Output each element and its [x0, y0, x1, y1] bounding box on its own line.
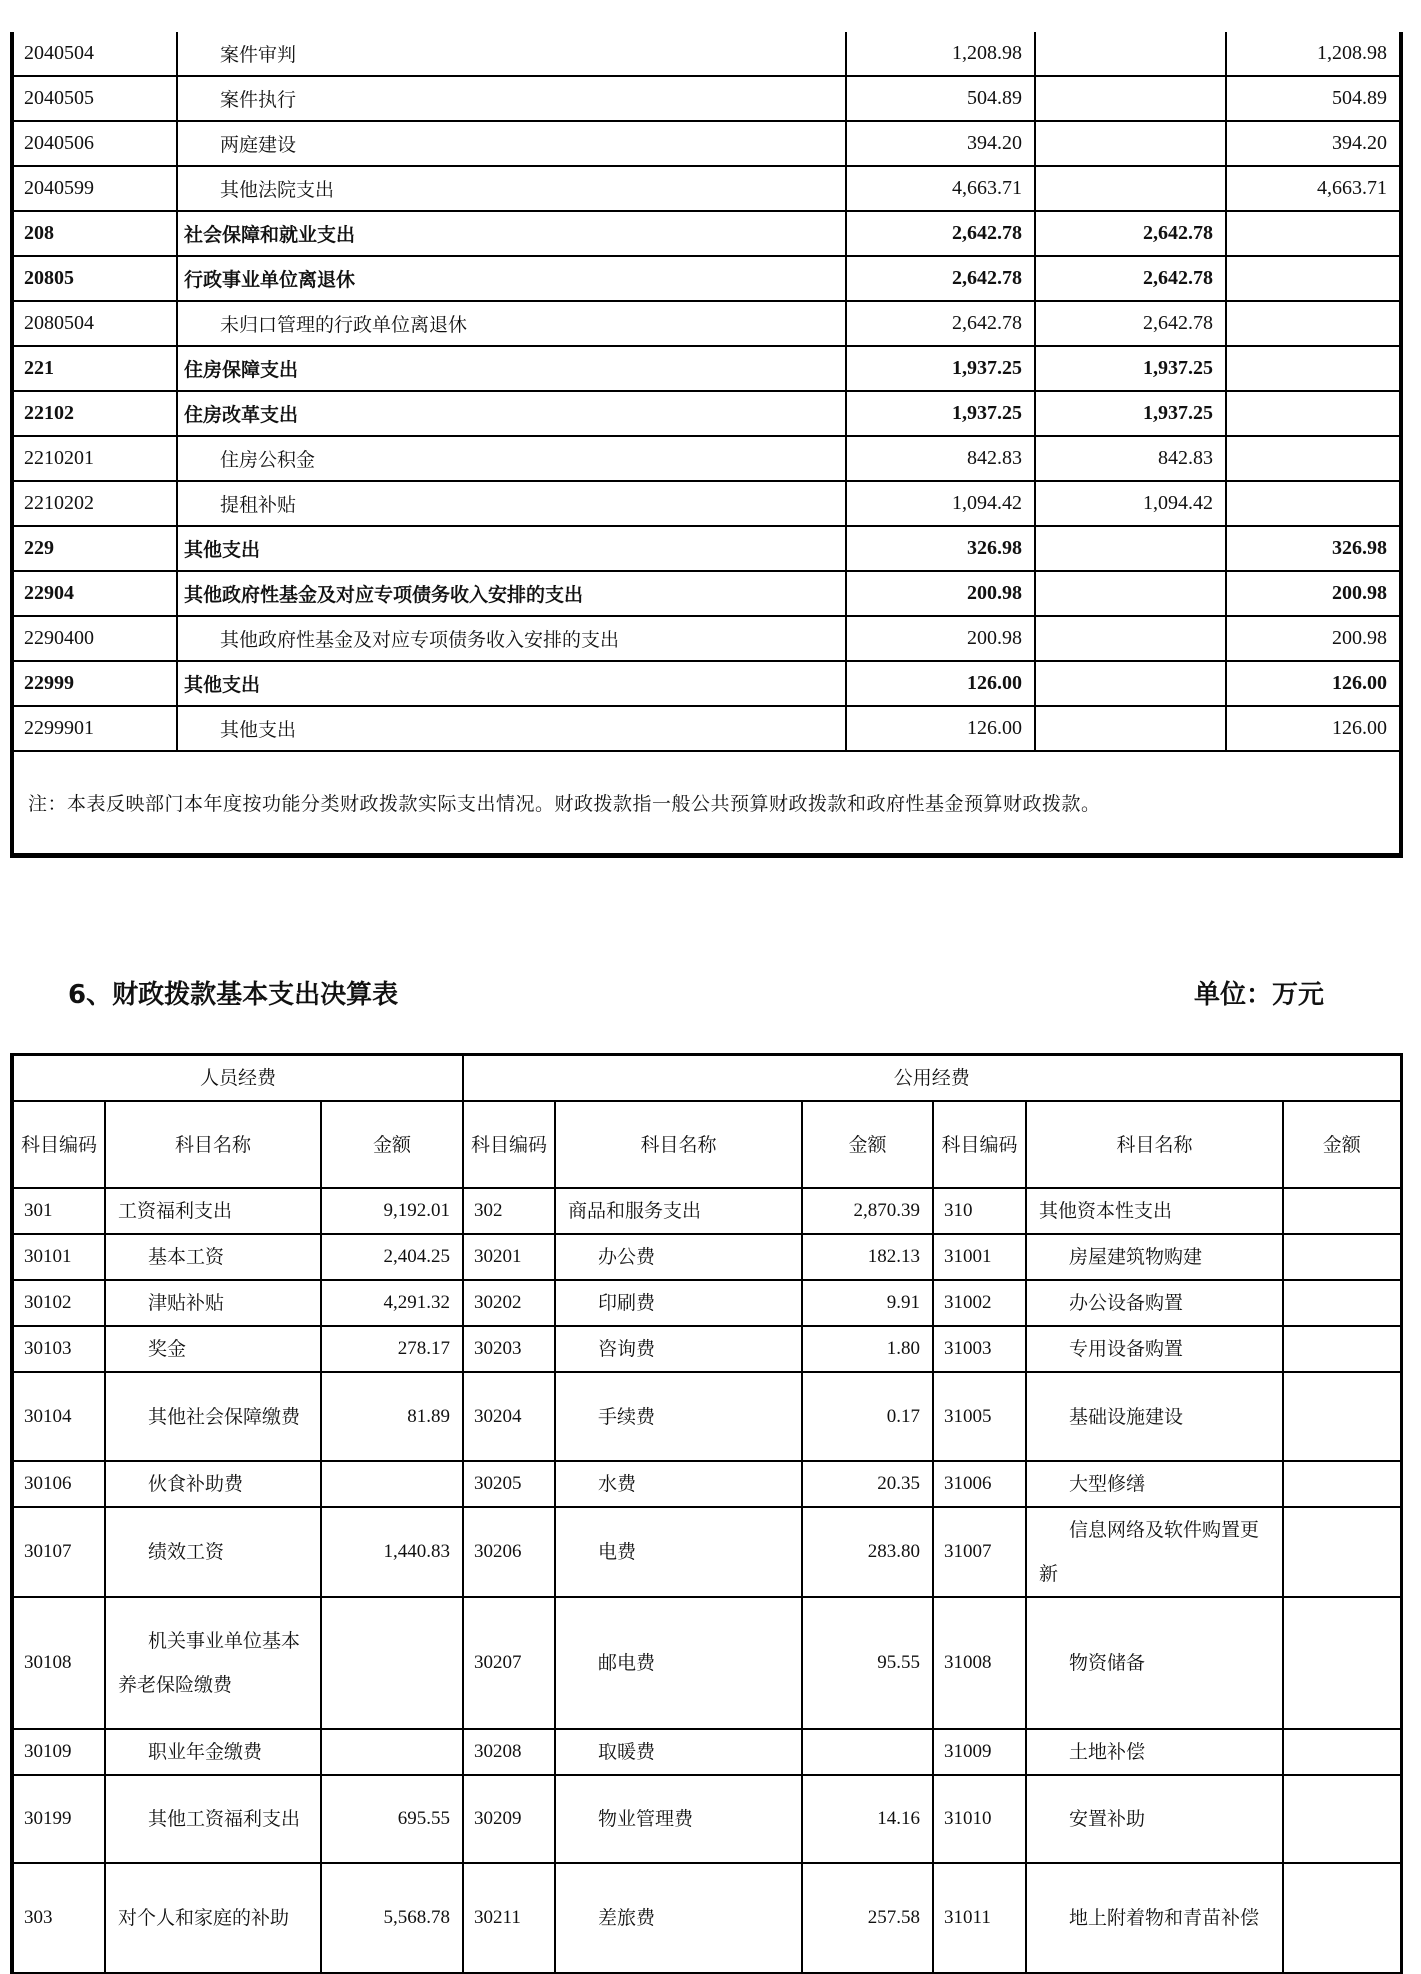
personnel-amount: 5,568.78 — [321, 1863, 463, 1973]
capital-amount — [1283, 1280, 1401, 1326]
personnel-name: 职业年金缴费 — [105, 1729, 321, 1775]
capital-name: 房屋建筑物购建 — [1026, 1234, 1283, 1280]
header-amount: 金额 — [802, 1101, 933, 1188]
goods-amount: 14.16 — [802, 1775, 933, 1863]
table-row — [12, 1188, 1401, 1234]
row-name: 提租补贴 — [177, 481, 846, 526]
capital-amount — [1283, 1188, 1401, 1234]
goods-name: 手续费 — [555, 1372, 802, 1461]
row-name: 两庭建设 — [177, 121, 846, 166]
goods-amount: 95.55 — [802, 1597, 933, 1729]
capital-amount — [1283, 1326, 1401, 1372]
row-basic: 2,642.78 — [1035, 211, 1226, 256]
goods-code: 30204 — [463, 1372, 555, 1461]
goods-code: 30206 — [463, 1507, 555, 1597]
row-code: 2210201 — [12, 436, 177, 481]
personnel-code: 30106 — [12, 1461, 105, 1507]
row-basic — [1035, 571, 1226, 616]
capital-amount — [1283, 1775, 1401, 1863]
table-row — [12, 661, 1401, 706]
row-total: 842.83 — [846, 436, 1035, 481]
personnel-amount: 4,291.32 — [321, 1280, 463, 1326]
row-total: 2,642.78 — [846, 301, 1035, 346]
row-project — [1226, 346, 1401, 391]
personnel-code: 30109 — [12, 1729, 105, 1775]
row-name: 行政事业单位离退休 — [177, 256, 846, 301]
row-name: 住房保障支出 — [177, 346, 846, 391]
table-row — [12, 211, 1401, 256]
table-row — [12, 391, 1401, 436]
row-code: 22102 — [12, 391, 177, 436]
table-row — [12, 1234, 1401, 1280]
goods-amount: 1.80 — [802, 1326, 933, 1372]
personnel-amount: 81.89 — [321, 1372, 463, 1461]
capital-amount — [1283, 1863, 1401, 1973]
row-project: 4,663.71 — [1226, 166, 1401, 211]
goods-code: 30207 — [463, 1597, 555, 1729]
personnel-amount — [321, 1461, 463, 1507]
capital-amount — [1283, 1461, 1401, 1507]
personnel-name: 基本工资 — [105, 1234, 321, 1280]
row-name: 其他法院支出 — [177, 166, 846, 211]
table-row — [12, 1372, 1401, 1461]
row-project — [1226, 481, 1401, 526]
row-total: 1,937.25 — [846, 346, 1035, 391]
goods-name: 办公费 — [555, 1234, 802, 1280]
personnel-amount: 278.17 — [321, 1326, 463, 1372]
goods-amount: 182.13 — [802, 1234, 933, 1280]
row-total: 504.89 — [846, 76, 1035, 121]
capital-amount — [1283, 1729, 1401, 1775]
capital-code: 31002 — [933, 1280, 1026, 1326]
row-project: 394.20 — [1226, 121, 1401, 166]
goods-code: 30201 — [463, 1234, 555, 1280]
goods-code: 30205 — [463, 1461, 555, 1507]
personnel-amount: 2,404.25 — [321, 1234, 463, 1280]
group-header-row — [12, 1055, 1401, 1102]
personnel-name: 绩效工资 — [105, 1507, 321, 1597]
row-basic — [1035, 121, 1226, 166]
goods-amount: 9.91 — [802, 1280, 933, 1326]
functional-expenditure-table — [10, 32, 1403, 858]
row-project: 326.98 — [1226, 526, 1401, 571]
row-code: 2040505 — [12, 76, 177, 121]
personnel-amount: 9,192.01 — [321, 1188, 463, 1234]
capital-name: 地上附着物和青苗补偿 — [1026, 1863, 1283, 1973]
capital-code: 310 — [933, 1188, 1026, 1234]
personnel-name: 其他工资福利支出 — [105, 1775, 321, 1863]
row-basic — [1035, 76, 1226, 121]
goods-name: 物业管理费 — [555, 1775, 802, 1863]
row-total: 200.98 — [846, 571, 1035, 616]
row-basic: 1,094.42 — [1035, 481, 1226, 526]
table-row — [12, 32, 1401, 76]
row-name: 社会保障和就业支出 — [177, 211, 846, 256]
row-total: 4,663.71 — [846, 166, 1035, 211]
row-total: 2,642.78 — [846, 211, 1035, 256]
row-name: 案件执行 — [177, 76, 846, 121]
capital-code: 31010 — [933, 1775, 1026, 1863]
row-project — [1226, 301, 1401, 346]
table-row — [12, 616, 1401, 661]
row-code: 2040504 — [12, 32, 177, 76]
row-project: 126.00 — [1226, 706, 1401, 751]
personnel-amount — [321, 1597, 463, 1729]
goods-amount: 2,870.39 — [802, 1188, 933, 1234]
unit-label: 单位：万元 — [1194, 980, 1325, 1010]
goods-amount: 20.35 — [802, 1461, 933, 1507]
row-basic — [1035, 706, 1226, 751]
capital-code: 31009 — [933, 1729, 1026, 1775]
table-row — [12, 1597, 1401, 1729]
row-name: 案件审判 — [177, 32, 846, 76]
table-note: 注：本表反映部门本年度按功能分类财政拨款实际支出情况。财政拨款指一般公共预算财政拨款和政府性基金预算财政拨款。 — [12, 751, 1401, 856]
table-row — [12, 1863, 1401, 1973]
row-code: 2299901 — [12, 706, 177, 751]
group-personnel: 人员经费 — [12, 1055, 463, 1102]
table-row — [12, 256, 1401, 301]
capital-name: 大型修缮 — [1026, 1461, 1283, 1507]
table-row — [12, 1729, 1401, 1775]
row-basic — [1035, 166, 1226, 211]
row-code: 208 — [12, 211, 177, 256]
table-row — [12, 1280, 1401, 1326]
row-total: 126.00 — [846, 661, 1035, 706]
goods-amount — [802, 1729, 933, 1775]
row-code: 229 — [12, 526, 177, 571]
row-code: 2080504 — [12, 301, 177, 346]
personnel-name: 工资福利支出 — [105, 1188, 321, 1234]
table-row — [12, 571, 1401, 616]
row-name: 住房改革支出 — [177, 391, 846, 436]
row-code: 22999 — [12, 661, 177, 706]
capital-amount — [1283, 1234, 1401, 1280]
header-name: 科目名称 — [1026, 1101, 1283, 1188]
capital-code: 31011 — [933, 1863, 1026, 1973]
row-code: 2210202 — [12, 481, 177, 526]
row-basic: 1,937.25 — [1035, 346, 1226, 391]
row-project: 200.98 — [1226, 616, 1401, 661]
capital-code: 31003 — [933, 1326, 1026, 1372]
column-header-row — [12, 1101, 1401, 1188]
capital-amount — [1283, 1507, 1401, 1597]
table-row — [12, 1326, 1401, 1372]
row-project — [1226, 256, 1401, 301]
table-row — [12, 121, 1401, 166]
capital-name: 信息网络及软件购置更新 — [1026, 1507, 1283, 1597]
personnel-code: 30107 — [12, 1507, 105, 1597]
goods-amount: 0.17 — [802, 1372, 933, 1461]
personnel-name: 对个人和家庭的补助 — [105, 1863, 321, 1973]
row-code: 22904 — [12, 571, 177, 616]
goods-name: 差旅费 — [555, 1863, 802, 1973]
section-title: 6、财政拨款基本支出决算表 — [68, 980, 399, 1010]
goods-name: 水费 — [555, 1461, 802, 1507]
capital-name: 专用设备购置 — [1026, 1326, 1283, 1372]
capital-code: 31005 — [933, 1372, 1026, 1461]
row-basic: 2,642.78 — [1035, 301, 1226, 346]
row-basic — [1035, 32, 1226, 76]
personnel-code: 303 — [12, 1863, 105, 1973]
personnel-code: 30104 — [12, 1372, 105, 1461]
table-row — [12, 1775, 1401, 1863]
goods-amount: 257.58 — [802, 1863, 933, 1973]
row-name: 住房公积金 — [177, 436, 846, 481]
header-name: 科目名称 — [105, 1101, 321, 1188]
row-project — [1226, 211, 1401, 256]
row-total: 2,642.78 — [846, 256, 1035, 301]
goods-name: 邮电费 — [555, 1597, 802, 1729]
table-row — [12, 1507, 1401, 1597]
row-name: 其他政府性基金及对应专项债务收入安排的支出 — [177, 571, 846, 616]
row-code: 2040599 — [12, 166, 177, 211]
row-project: 126.00 — [1226, 661, 1401, 706]
table-row — [12, 706, 1401, 751]
goods-name: 咨询费 — [555, 1326, 802, 1372]
capital-code: 31008 — [933, 1597, 1026, 1729]
capital-name: 安置补助 — [1026, 1775, 1283, 1863]
goods-amount: 283.80 — [802, 1507, 933, 1597]
capital-amount — [1283, 1597, 1401, 1729]
goods-name: 电费 — [555, 1507, 802, 1597]
row-total: 1,208.98 — [846, 32, 1035, 76]
table-row — [12, 481, 1401, 526]
goods-name: 取暖费 — [555, 1729, 802, 1775]
header-code: 科目编码 — [933, 1101, 1026, 1188]
header-amount: 金额 — [1283, 1101, 1401, 1188]
personnel-amount — [321, 1729, 463, 1775]
table-row — [12, 166, 1401, 211]
table-row — [12, 436, 1401, 481]
personnel-amount: 1,440.83 — [321, 1507, 463, 1597]
row-total: 326.98 — [846, 526, 1035, 571]
row-total: 1,937.25 — [846, 391, 1035, 436]
capital-code: 31001 — [933, 1234, 1026, 1280]
row-basic — [1035, 526, 1226, 571]
row-name: 其他支出 — [177, 661, 846, 706]
personnel-code: 30102 — [12, 1280, 105, 1326]
capital-name: 土地补偿 — [1026, 1729, 1283, 1775]
personnel-name: 奖金 — [105, 1326, 321, 1372]
capital-name: 其他资本性支出 — [1026, 1188, 1283, 1234]
capital-code: 31007 — [933, 1507, 1026, 1597]
table-row — [12, 346, 1401, 391]
row-name: 其他支出 — [177, 526, 846, 571]
personnel-name: 伙食补助费 — [105, 1461, 321, 1507]
header-code: 科目编码 — [463, 1101, 555, 1188]
personnel-amount: 695.55 — [321, 1775, 463, 1863]
goods-code: 30209 — [463, 1775, 555, 1863]
header-name: 科目名称 — [555, 1101, 802, 1188]
row-project — [1226, 436, 1401, 481]
table-row — [12, 76, 1401, 121]
capital-name: 办公设备购置 — [1026, 1280, 1283, 1326]
goods-name: 印刷费 — [555, 1280, 802, 1326]
header-amount: 金额 — [321, 1101, 463, 1188]
capital-name: 物资储备 — [1026, 1597, 1283, 1729]
row-code: 221 — [12, 346, 177, 391]
row-code: 2040506 — [12, 121, 177, 166]
table-row — [12, 301, 1401, 346]
personnel-code: 30108 — [12, 1597, 105, 1729]
row-project — [1226, 391, 1401, 436]
goods-code: 30211 — [463, 1863, 555, 1973]
note-row — [12, 751, 1401, 856]
table-row — [12, 526, 1401, 571]
row-total: 126.00 — [846, 706, 1035, 751]
goods-code: 30203 — [463, 1326, 555, 1372]
personnel-name: 津贴补贴 — [105, 1280, 321, 1326]
personnel-code: 30199 — [12, 1775, 105, 1863]
goods-code: 30202 — [463, 1280, 555, 1326]
row-name: 其他政府性基金及对应专项债务收入安排的支出 — [177, 616, 846, 661]
personnel-code: 301 — [12, 1188, 105, 1234]
personnel-code: 30103 — [12, 1326, 105, 1372]
row-code: 2290400 — [12, 616, 177, 661]
table-row — [12, 1461, 1401, 1507]
row-project: 200.98 — [1226, 571, 1401, 616]
goods-name: 商品和服务支出 — [555, 1188, 802, 1234]
personnel-name: 其他社会保障缴费 — [105, 1372, 321, 1461]
row-project: 1,208.98 — [1226, 32, 1401, 76]
header-code: 科目编码 — [12, 1101, 105, 1188]
basic-expenditure-table — [10, 1053, 1403, 1974]
personnel-code: 30101 — [12, 1234, 105, 1280]
row-total: 1,094.42 — [846, 481, 1035, 526]
group-public: 公用经费 — [463, 1055, 1401, 1102]
row-name: 其他支出 — [177, 706, 846, 751]
row-total: 394.20 — [846, 121, 1035, 166]
goods-code: 30208 — [463, 1729, 555, 1775]
personnel-name: 机关事业单位基本养老保险缴费 — [105, 1597, 321, 1729]
row-basic — [1035, 661, 1226, 706]
goods-code: 302 — [463, 1188, 555, 1234]
row-basic — [1035, 616, 1226, 661]
capital-name: 基础设施建设 — [1026, 1372, 1283, 1461]
row-name: 未归口管理的行政单位离退休 — [177, 301, 846, 346]
capital-code: 31006 — [933, 1461, 1026, 1507]
row-code: 20805 — [12, 256, 177, 301]
row-total: 200.98 — [846, 616, 1035, 661]
row-basic: 1,937.25 — [1035, 391, 1226, 436]
row-basic: 842.83 — [1035, 436, 1226, 481]
row-project: 504.89 — [1226, 76, 1401, 121]
row-basic: 2,642.78 — [1035, 256, 1226, 301]
capital-amount — [1283, 1372, 1401, 1461]
